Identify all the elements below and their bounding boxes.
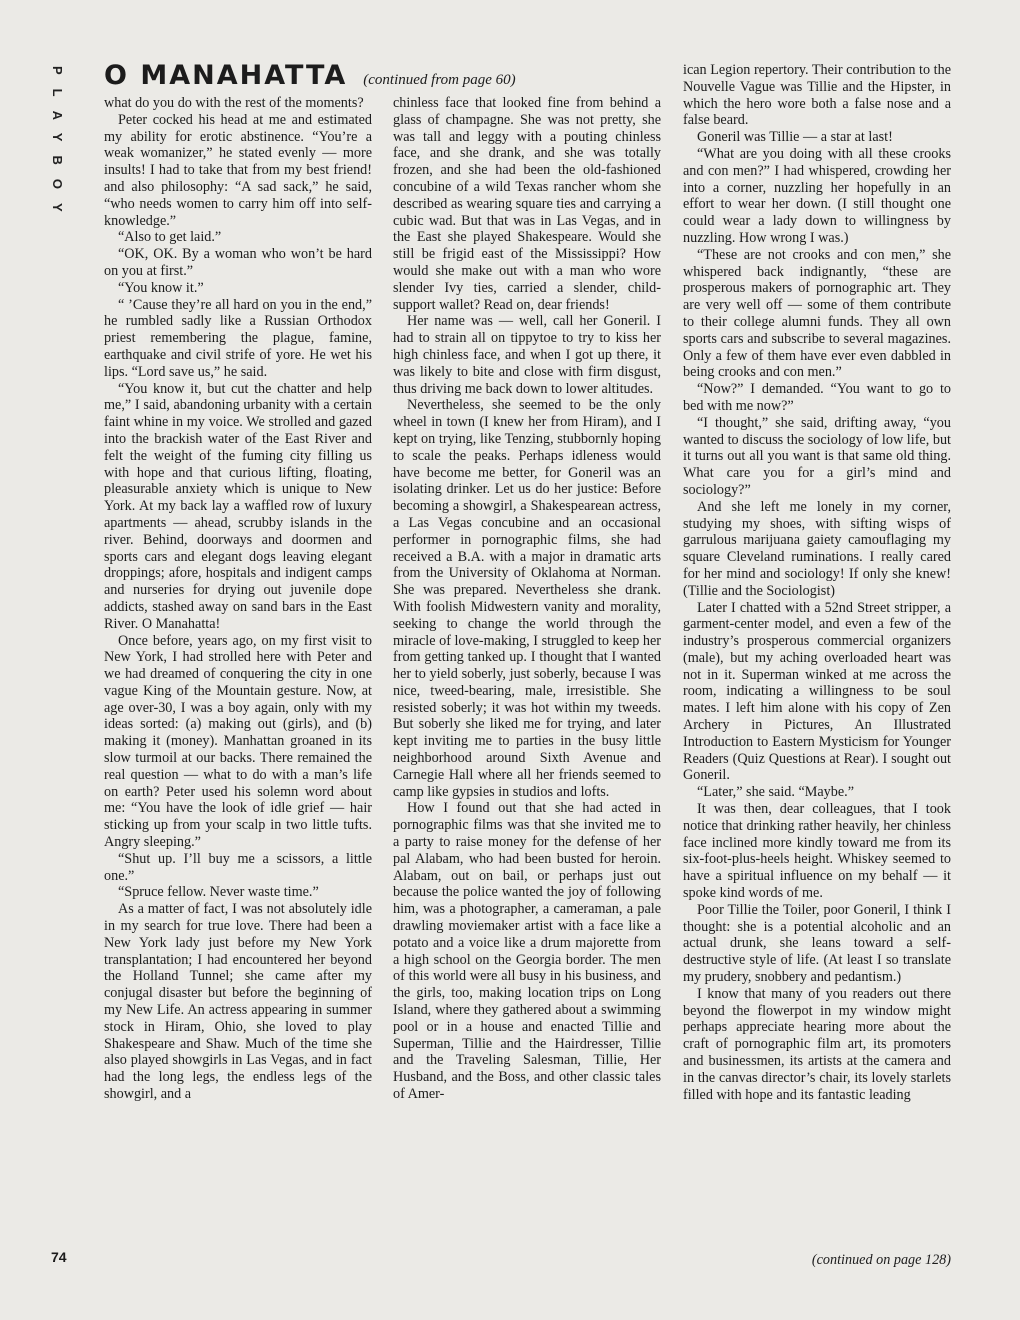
- paragraph: As a matter of fact, I was not absolutely idle in my search for true love. There had been a New York lady just before my New York transplantation; I had encountered her beyond the Holland Tunnel; she came after my conjugal disaster but before the beginning of my New Life. An actress appearing in summer stock in Hiram, Ohio, she loved to play Shakespeare and Shaw. Much of the time she also played showgirls in Las Vegas, and in fact had the long legs, the endless legs of the showgirl, and a: [104, 901, 372, 1103]
- text-column-3: [683, 62, 951, 1103]
- paragraph: Peter cocked his head at me and estimated my ability for erotic abstinence. “You’re a weak womanizer,” he stated evenly — more insults! I had to take that from my best friend! and also philosophy: “A sad sack,” he said, “who needs women to carry him off into self-knowledge.”: [104, 111, 372, 229]
- paragraph: “Spruce fellow. Never waste time.”: [118, 884, 319, 901]
- continued-from-note: (continued from page 60): [363, 72, 516, 88]
- paragraph: “ ’Cause they’re all hard on you in the end,” he rumbled sadly like a Russian Orthodox priest remembering the plague, famine, earthquake and civil strife of yore. He wet his lips. “Lord save us,” he said.: [104, 296, 372, 380]
- paragraph: “Also to get laid.”: [118, 229, 222, 246]
- text-column-2: [393, 95, 661, 1103]
- paragraph: It was then, dear colleagues, that I took notice that drinking rather heavily, her chinless face inclined more kindly toward me from its six-foot-plus-heels height. Whiskey seemed to have a spiritual influence on my behalf — it spoke kind words of me.: [683, 801, 951, 902]
- paragraph: “These are not crooks and con men,” she whispered back indignantly, “these are prosperous makers of pornographic art. They are very well off — some of them contribute to their college alumni funds. They all own sports cars and subscribe to several magazines. Only a few of them have ever even dabbled in being crooks and con men.”: [683, 246, 951, 381]
- paragraph: ican Legion repertory. Their contribution to the Nouvelle Vague was Tillie and the Hipster, in which the hero wore both a false nose and a false beard.: [683, 62, 951, 129]
- paragraph: Goneril was Tillie — a star at last!: [697, 129, 893, 146]
- paragraph: “What are you doing with all these crooks and con men?” I had whispered, crowding her into a corner, nuzzling her hopefully in an effort to wear her down. (I still thought one could wear a lady down to willingness by nuzzling. How wrong I was.): [683, 145, 951, 246]
- paragraph: “Later,” she said. “Maybe.”: [697, 784, 854, 801]
- paragraph: I know that many of you readers out there beyond the flowerpot in my window might perhaps appreciate hearing more about the craft of pornographic film art, its promoters and businessmen, its artists at the camera and in the canvas director’s chair, its lovely starlets filled with hope and its fantastic leading: [683, 985, 951, 1103]
- paragraph: How I found out that she had acted in pornographic films was that she invited me to a party to raise money for the defense of her pal Alabam, who had been busted for heroin. Alabam, out on bail, or perhaps just out because the police wanted the joy of following him, was a photographer, a cameraman, a pale drawling moviemaker artist with a face like a potato and a voice like a drum majorette from a high school on the Georgia border. The men of this world were all busy in his business, and the girls, too, making location trips on Long Island, where they gathered about a swimming pool or in a house and enacted Tillie and Superman, Tillie and the Hairdresser, Tillie and the Traveling Salesman, Tillie, Her Husband, and the Boss, and other classic tales of Amer-: [393, 800, 661, 1103]
- paragraph: “Shut up. I’ll buy me a scissors, a little one.”: [104, 850, 372, 884]
- paragraph: “Now?” I demanded. “You want to go to bed with me now?”: [683, 381, 951, 414]
- paragraph: Poor Tillie the Toiler, poor Goneril, I think I thought: she is a potential alcoholic and an actual drunk, she leans toward a self-destructive style of life. (At least I so translate my prudery, snobbery and pedantism.): [683, 901, 951, 986]
- paragraph: “You know it.”: [118, 279, 204, 296]
- paragraph: Once before, years ago, on my first visit to New York, I had strolled here with Peter and we had dreamed of conquering the city in one vague King of the Mountain gesture. Now, at age over-30, I was a boy again, only with my ideas sorted: (a) making out (girls), and (b) making it (money). Manhattan groaned in its slow turmoil at our backs. There remained the real question — what to do with a man’s life on earth? Peter used his solemn word about me: “You have the look of idle grief — hair sticking up from your scalp in two little tufts. Angry sleeping.”: [104, 632, 372, 851]
- page-number: 74: [51, 1249, 67, 1265]
- paragraph: Her name was — well, call her Goneril. I had to strain all on tippytoe to try to kiss her high chinless face, and when I got up there, it was likely to bite and close with firm disgust, thus driving me back down to lower altitudes.: [393, 313, 661, 397]
- paragraph: “I thought,” she said, drifting away, “you wanted to discuss the sociology of low life, but it turns out all you want is that same old thing. What care you for a girl’s mind and sociology?”: [683, 414, 951, 498]
- paragraph: “You know it, but cut the chatter and help me,” I said, abandoning urbanity with a certain faint whine in my voice. We strolled and gazed into the brackish water of the East River and felt the weight of the fuming city filling us with hope and that curious lifting, floating, pleasurable anxiety which is unique to New York. At my back lay a waffled row of luxury apartments — ahead, scrubby islands in the river. Behind, doorways and doormen and sports cars and elegant dogs leaving elegant droppings; afore, hospitals and indigent camps and nurseries for drying out juvenile dope addicts, stashed away on sand bars in the East River. O Manahatta!: [104, 380, 372, 632]
- paragraph: chinless face that looked fine from behind a glass of champagne. She was not pretty, she was tall and leggy with a pouting chinless face, and she drank, and she was totally frozen, and she had been the old-fashioned concubine of a wild Texas rancher whom she described as wearing square ties and carrying a cubic wad. But that was in Las Vegas, and in the East she played Shakespeare. Would she still be frigid east of the Mississippi? How would she make out with a man who wore slender Ivy ties, carried a slender, child-support wallet? Read on, dear friends!: [393, 95, 661, 313]
- text-column-1: [104, 95, 372, 1103]
- paragraph: what do you do with the rest of the moments?: [104, 95, 364, 111]
- paragraph: And she left me lonely in my corner, studying my shoes, with sifting wisps of garrulous marijuana gaiety camouflaging my square Cleveland ruminations. I really cared for her mind and sociology! If only she knew! (Tillie and the Sociologist): [683, 498, 951, 599]
- paragraph: Nevertheless, she seemed to be the only wheel in town (I knew her from Hiram), and I kept on trying, like Tenzing, stubbornly hoping to scale the peaks. Perhaps idleness would have become me better, for Goneril was an isolating drinker. Let us do her justice: Before becoming a showgirl, a Shakespearean actress, a Las Vegas concubine and an occasional performer in pornographic films, she had received a B.A. with a major in dramatic arts from the University of Oklahoma at Norman. She was prepared. Nevertheless she drank. With foolish Midwestern vanity and morality, seeking to change the world through the miracle of love-making, I struggled to keep her from getting tanked up. I thought that I wanted her to yield soberly, just soberly, because I was nice, tweed-bearing, male, irresistible. She resisted soberly; it was hot within my tweeds. But soberly she liked me for trying, and later kept inviting me to parties in the busy little neighborhood around Sixth Avenue and Carnegie Hall where all her friends seemed to camp like gypsies in studios and lofts.: [393, 397, 661, 800]
- continued-on-note: (continued on page 128): [811, 1252, 951, 1268]
- article-title: O MANAHATTA: [104, 60, 348, 91]
- paragraph: Later I chatted with a 52nd Street stripper, a garment-center model, and even a few of the industry’s prosperous commercial organizers (male), but my aching overloaded heart was not in it. Superman winked at me across the room, indicating a willingness to be soul mates. I left him alone with his copy of Zen Archery in Pictures, An Illustrated Introduction to Eastern Mysticism for Younger Readers (Quiz Questions at Rear). I sought out Goneril.: [683, 599, 951, 784]
- paragraph: “OK, OK. By a woman who won’t be hard on you at first.”: [104, 246, 372, 279]
- article-heading: [104, 60, 516, 91]
- magazine-spine-label: PLAYBOY: [50, 66, 65, 226]
